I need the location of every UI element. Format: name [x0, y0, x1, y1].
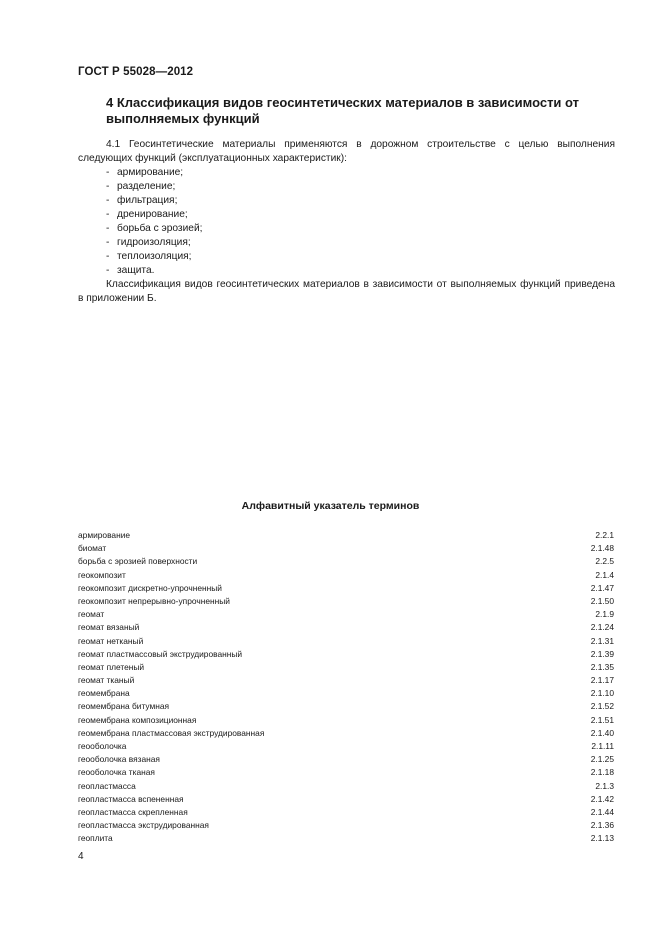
index-entry [78, 608, 614, 621]
index-ref: 2.1.13 [590, 833, 614, 844]
index-ref: 2.1.47 [590, 582, 614, 593]
index-entry [78, 793, 614, 806]
index-term: геомембрана [78, 688, 130, 699]
list-item: - защита. [106, 264, 202, 278]
list-item: - фильтрация; [106, 194, 202, 208]
index-entry [78, 635, 614, 648]
index-term: геоплита [78, 833, 113, 844]
index-ref: 2.1.10 [590, 688, 614, 699]
index-term: геопластмасса скрепленная [78, 806, 188, 817]
index-ref: 2.1.25 [590, 754, 614, 765]
index-term: армирование [78, 530, 131, 540]
index-term: геооболочка вязаная [78, 754, 160, 765]
index-term: геомат нетканый [78, 635, 144, 646]
section-title: 4 Классификация видов геосинтетических материалов в зависимости от выполняемых функций [106, 95, 580, 126]
index-entry [78, 806, 614, 819]
index-ref: 2.1.11 [591, 741, 614, 751]
index-term: борьба с эрозией поверхности [78, 556, 198, 567]
index-entry [78, 555, 614, 568]
index-term: геомат плетеный [78, 661, 145, 672]
index-entry [78, 542, 614, 555]
index-ref: 2.1.42 [590, 793, 614, 804]
index-term: геокомпозит непрерывно-упрочненный [78, 595, 230, 606]
index-term: биомат [78, 543, 107, 554]
index-ref: 2.2.5 [595, 556, 614, 567]
paragraph-4-1: 4.1 Геосинтетические материалы применяются в дорожном строительстве с целью выполнения следующих функций (эксплуатационных характеристик): [78, 139, 615, 164]
index-ref: 2.1.39 [590, 648, 614, 659]
list-item: - разделение; [106, 180, 202, 194]
index-term: геомембрана пластмассовая экструдированная [78, 727, 265, 738]
index-ref: 2.1.17 [590, 675, 614, 686]
index-entry [78, 832, 614, 845]
index-title: Алфавитный указатель терминов [241, 500, 420, 512]
index-ref: 2.1.18 [590, 767, 614, 778]
index-term: геомат тканый [78, 675, 135, 686]
index-entry [78, 780, 614, 793]
index-ref: 2.1.48 [590, 543, 614, 554]
index-ref: 2.1.40 [590, 727, 614, 738]
index-ref: 2.1.4 [595, 569, 614, 580]
index-term: геокомпозит дискретно-упрочненный [78, 582, 222, 593]
index-entry [78, 582, 614, 595]
index-entry [78, 819, 614, 832]
functions-list [106, 166, 202, 278]
index-ref: 2.1.3 [595, 780, 614, 791]
index-ref: 2.1.35 [590, 661, 614, 672]
index-entry [78, 740, 614, 753]
index-entry [78, 595, 614, 608]
index-entry [78, 674, 614, 687]
index-ref: 2.2.1 [595, 530, 614, 540]
index-term: геопластмасса вспененная [78, 793, 184, 804]
index-entry [78, 714, 614, 727]
index-term: геооболочка тканая [78, 767, 155, 778]
list-item: - дренирование; [106, 208, 202, 222]
index-ref: 2.1.44 [590, 806, 614, 817]
index-entry [78, 727, 614, 740]
list-item: - гидроизоляция; [106, 236, 202, 250]
index-ref: 2.1.24 [590, 622, 614, 633]
term-index [78, 529, 614, 846]
index-entry [78, 529, 614, 542]
index-term: геомат пластмассовый экструдированный [78, 648, 243, 659]
list-item: - борьба с эрозией; [106, 222, 202, 236]
index-ref: 2.1.36 [590, 820, 614, 831]
list-item: - армирование; [106, 166, 202, 180]
index-entry [78, 687, 614, 700]
index-term: геомембрана битумная [78, 701, 170, 712]
index-term: геооболочка [78, 741, 127, 751]
index-ref: 2.1.31 [590, 635, 614, 646]
index-entry [78, 648, 614, 661]
index-term: геопластмасса экструдированная [78, 820, 209, 831]
index-entry [78, 569, 614, 582]
index-entry [78, 661, 614, 674]
page-number: 4 [78, 851, 84, 862]
index-entry [78, 700, 614, 713]
index-term: геокомпозит [78, 569, 126, 580]
index-entry [78, 753, 614, 766]
index-ref: 2.1.51 [590, 714, 614, 725]
document-header: ГОСТ Р 55028—2012 [78, 66, 194, 78]
index-term: геомат [78, 609, 105, 620]
index-entry [78, 621, 614, 634]
index-entry [78, 766, 614, 779]
index-ref: 2.1.50 [590, 595, 614, 606]
index-ref: 2.1.52 [590, 701, 614, 712]
index-term: геомат вязаный [78, 622, 140, 633]
index-term: геомембрана композиционная [78, 714, 197, 725]
list-item: - теплоизоляция; [106, 250, 202, 264]
index-term: геопластмасса [78, 780, 136, 791]
classification-paragraph: Классификация видов геосинтетических материалов в зависимости от выполняемых функций приведена в приложении Б. [78, 279, 615, 304]
index-ref: 2.1.9 [595, 609, 614, 620]
